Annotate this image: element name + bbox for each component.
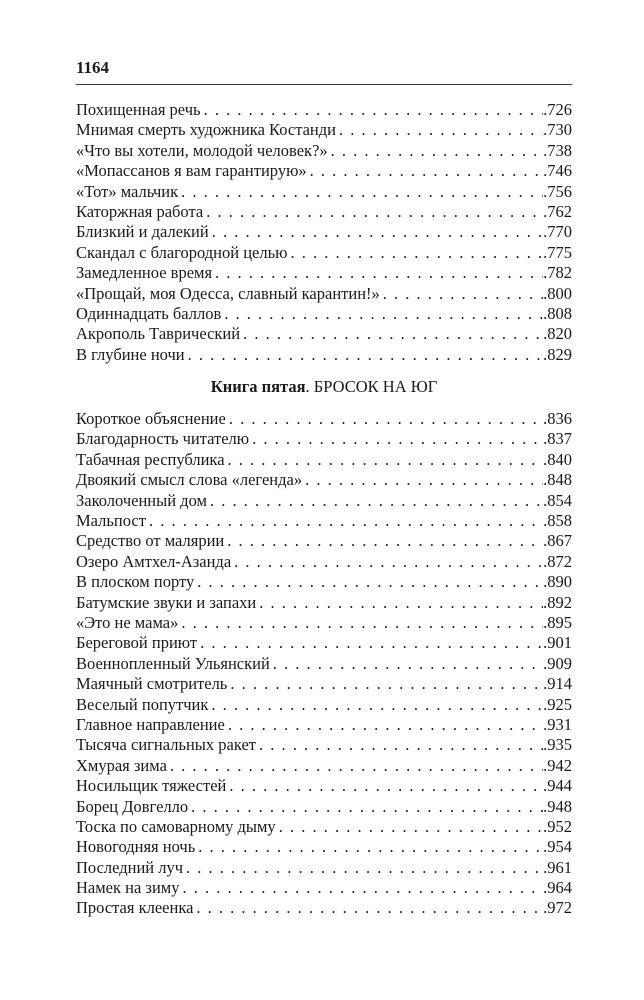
toc-entry-title: Одиннадцать баллов (76, 303, 222, 323)
toc-entry[interactable] (76, 345, 572, 365)
toc-entry[interactable] (76, 263, 572, 283)
book-label: Книга пятая (210, 377, 306, 397)
toc-entry[interactable] (76, 182, 572, 202)
toc-entry-page: .808 (543, 303, 572, 323)
toc-entry[interactable] (76, 572, 572, 592)
toc-entry-page: .840 (543, 449, 572, 469)
toc-entry[interactable] (76, 304, 572, 324)
toc-entry-title: Главное направление (76, 714, 225, 734)
book-separator: . (305, 377, 314, 397)
toc-entry-title: Каторжная работа (76, 201, 204, 221)
toc-entry[interactable] (76, 674, 572, 694)
toc-entry-page: .935 (543, 735, 572, 755)
toc-entry-page: .854 (543, 490, 572, 510)
toc-entry-title: В глубине ночи (76, 344, 185, 364)
toc-entry[interactable] (76, 817, 572, 837)
toc-entry-title: В плоском порту (76, 572, 195, 592)
toc-entry-title: Последний луч (76, 857, 184, 877)
toc-entry-title: Благодарность читателю (76, 429, 250, 449)
toc-entry-title: Двоякий смысл слова «легенда» (76, 470, 303, 490)
toc-entry[interactable] (76, 470, 572, 490)
dot-leader (181, 613, 543, 633)
toc-entry[interactable] (76, 161, 572, 181)
toc-entry-title: Средство от малярии (76, 531, 225, 551)
toc-entry-title: Тысяча сигнальных ракет (76, 735, 256, 755)
dot-leader (200, 633, 543, 653)
toc-entry-title: Замедленное время (76, 263, 213, 283)
dot-leader (228, 450, 544, 470)
dot-leader (181, 182, 543, 202)
dot-leader (206, 202, 543, 222)
toc-entry-page: .901 (543, 633, 572, 653)
toc-entry-title: Табачная республика (76, 449, 225, 469)
section-heading (76, 377, 572, 397)
toc-entry-page: .746 (543, 161, 572, 181)
toc-entry-title: Береговой приют (76, 633, 198, 653)
dot-leader (211, 695, 543, 715)
toc-entry-page: .892 (543, 592, 572, 612)
toc-entry[interactable] (76, 878, 572, 898)
dot-leader (197, 572, 543, 592)
toc-entry-title: «Прощай, моя Одесса, славный карантин!» (76, 283, 380, 303)
toc-entry[interactable] (76, 243, 572, 263)
toc-entry-title: Новогодняя ночь (76, 837, 196, 857)
toc-entry-title: Маячный смотритель (76, 674, 228, 694)
dot-leader (224, 304, 543, 324)
toc-entry[interactable] (76, 898, 572, 918)
dot-leader (191, 797, 543, 817)
toc-entry-page: .931 (543, 714, 572, 734)
toc-entry-page: .952 (543, 816, 572, 836)
toc-entry[interactable] (76, 324, 572, 344)
toc-entry-title: Мнимая смерть художника Костанди (76, 120, 336, 140)
dot-leader (229, 409, 543, 429)
toc-entry[interactable] (76, 837, 572, 857)
header-rule (76, 84, 572, 85)
toc-entry[interactable] (76, 284, 572, 304)
toc-entry[interactable] (76, 429, 572, 449)
toc-entry-title: Короткое объяснение (76, 409, 226, 429)
toc-entry[interactable] (76, 593, 572, 613)
toc-entry[interactable] (76, 491, 572, 511)
toc-entry-title: Военнопленный Ульянский (76, 653, 270, 673)
toc-entry[interactable] (76, 633, 572, 653)
toc-entry-page: .829 (543, 344, 572, 364)
toc-entry[interactable] (76, 858, 572, 878)
toc-entry-page: .800 (543, 283, 572, 303)
dot-leader (331, 141, 543, 161)
toc-entry-page: .837 (543, 429, 572, 449)
toc-entry-page: .738 (543, 140, 572, 160)
toc-entry[interactable] (76, 797, 572, 817)
toc-entry-page: .944 (543, 776, 572, 796)
dot-leader (234, 552, 543, 572)
dot-leader (252, 429, 543, 449)
toc-entry[interactable] (76, 695, 572, 715)
dot-leader (215, 263, 543, 283)
toc-entry-page: .726 (543, 100, 572, 119)
dot-leader (290, 243, 543, 263)
dot-leader (228, 715, 543, 735)
toc-entry-title: Веселый попутчик (76, 694, 209, 714)
toc-entry-title: Похищенная речь (76, 100, 201, 119)
toc-entry-page: .872 (543, 551, 572, 571)
toc-entry[interactable] (76, 735, 572, 755)
toc-entry-page: .836 (543, 409, 572, 429)
toc-entry[interactable] (76, 613, 572, 633)
toc-entry-page: .867 (543, 531, 572, 551)
toc-entry-title: Борец Довгелло (76, 796, 189, 816)
dot-leader (310, 161, 543, 181)
toc-entry-page: .756 (543, 181, 572, 201)
dot-leader (243, 324, 543, 344)
toc-entry-title: «Тот» мальчик (76, 181, 179, 201)
toc-entry[interactable] (76, 552, 572, 572)
toc-entry[interactable] (76, 654, 572, 674)
dot-leader (229, 776, 543, 796)
dot-leader (170, 756, 543, 776)
dot-leader (186, 858, 543, 878)
dot-leader (198, 837, 543, 857)
toc-entry-title: Носильщик тяжестей (76, 776, 227, 796)
dot-leader (204, 100, 544, 120)
dot-leader (212, 222, 543, 242)
toc-entry-page: .942 (543, 755, 572, 775)
toc-entry-page: .909 (543, 653, 572, 673)
toc-part-2 (76, 409, 572, 919)
toc-entry-page: .961 (543, 857, 572, 877)
toc-entry[interactable] (76, 120, 572, 140)
dot-leader (196, 898, 543, 918)
toc-entry-title: Мальпост (76, 511, 146, 531)
toc-entry[interactable] (76, 531, 572, 551)
dot-leader (259, 735, 543, 755)
toc-entry-title: Хмурая зима (76, 755, 167, 775)
toc-entry-page: .848 (543, 470, 572, 490)
dot-leader (227, 531, 543, 551)
toc-entry-title: «Это не мама» (76, 612, 179, 632)
toc-entry[interactable] (76, 756, 572, 776)
toc-entry[interactable] (76, 715, 572, 735)
toc-entry[interactable] (76, 141, 572, 161)
toc-entry-page: .954 (543, 837, 572, 857)
toc-entry-page: .820 (543, 324, 572, 344)
dot-leader (383, 284, 543, 304)
toc-entry-page: .895 (543, 612, 572, 632)
dot-leader (279, 817, 543, 837)
toc-entry-page: .770 (543, 222, 572, 242)
toc-entry-title: Батумские звуки и запахи (76, 592, 257, 612)
toc-entry-page: .762 (543, 201, 572, 221)
dot-leader (182, 878, 543, 898)
toc-entry[interactable] (76, 511, 572, 531)
toc-entry[interactable] (76, 100, 572, 120)
toc-entry-page: .782 (543, 263, 572, 283)
toc-entry-page: .890 (543, 572, 572, 592)
dot-leader (188, 345, 544, 365)
toc-entry-title: Тоска по самоварному дыму (76, 816, 276, 836)
page-number: 1164 (76, 58, 110, 77)
toc-entry[interactable] (76, 450, 572, 470)
toc-entry-title: Акрополь Таврический (76, 324, 241, 344)
toc-part-1 (76, 100, 572, 365)
toc-entry[interactable] (76, 222, 572, 242)
toc-entry-page: .972 (543, 898, 572, 918)
toc-entry-title: Озеро Амтхел-Азанда (76, 551, 232, 571)
toc-entry-title: «Что вы хотели, молодой человек?» (76, 140, 328, 160)
toc-entry-page: .914 (543, 674, 572, 694)
toc-entry-title: Намек на зиму (76, 878, 180, 898)
toc-entry-page: .964 (543, 878, 572, 898)
toc-entry-page: .948 (543, 796, 572, 816)
toc-entry-title: Простая клеенка (76, 898, 194, 918)
toc-entry-page: .775 (543, 242, 572, 262)
toc-entry[interactable] (76, 776, 572, 796)
dot-leader (259, 593, 543, 613)
dot-leader (273, 654, 543, 674)
toc-entry-page: .858 (543, 511, 572, 531)
toc-entry-page: .925 (543, 694, 572, 714)
toc-entry-title: Заколоченный дом (76, 490, 207, 510)
dot-leader (210, 491, 543, 511)
dot-leader (305, 470, 543, 490)
toc-entry[interactable] (76, 409, 572, 429)
dot-leader (339, 120, 543, 140)
toc-entry[interactable] (76, 202, 572, 222)
toc-entry-page: .730 (543, 120, 572, 140)
toc-entry-title: Скандал с благородной целью (76, 242, 288, 262)
dot-leader (230, 674, 543, 694)
toc-entry-title: Близкий и далекий (76, 222, 209, 242)
dot-leader (149, 511, 543, 531)
book-title: БРОСОК НА ЮГ (313, 377, 438, 397)
toc-entry-title: «Мопассанов я вам гарантирую» (76, 161, 307, 181)
